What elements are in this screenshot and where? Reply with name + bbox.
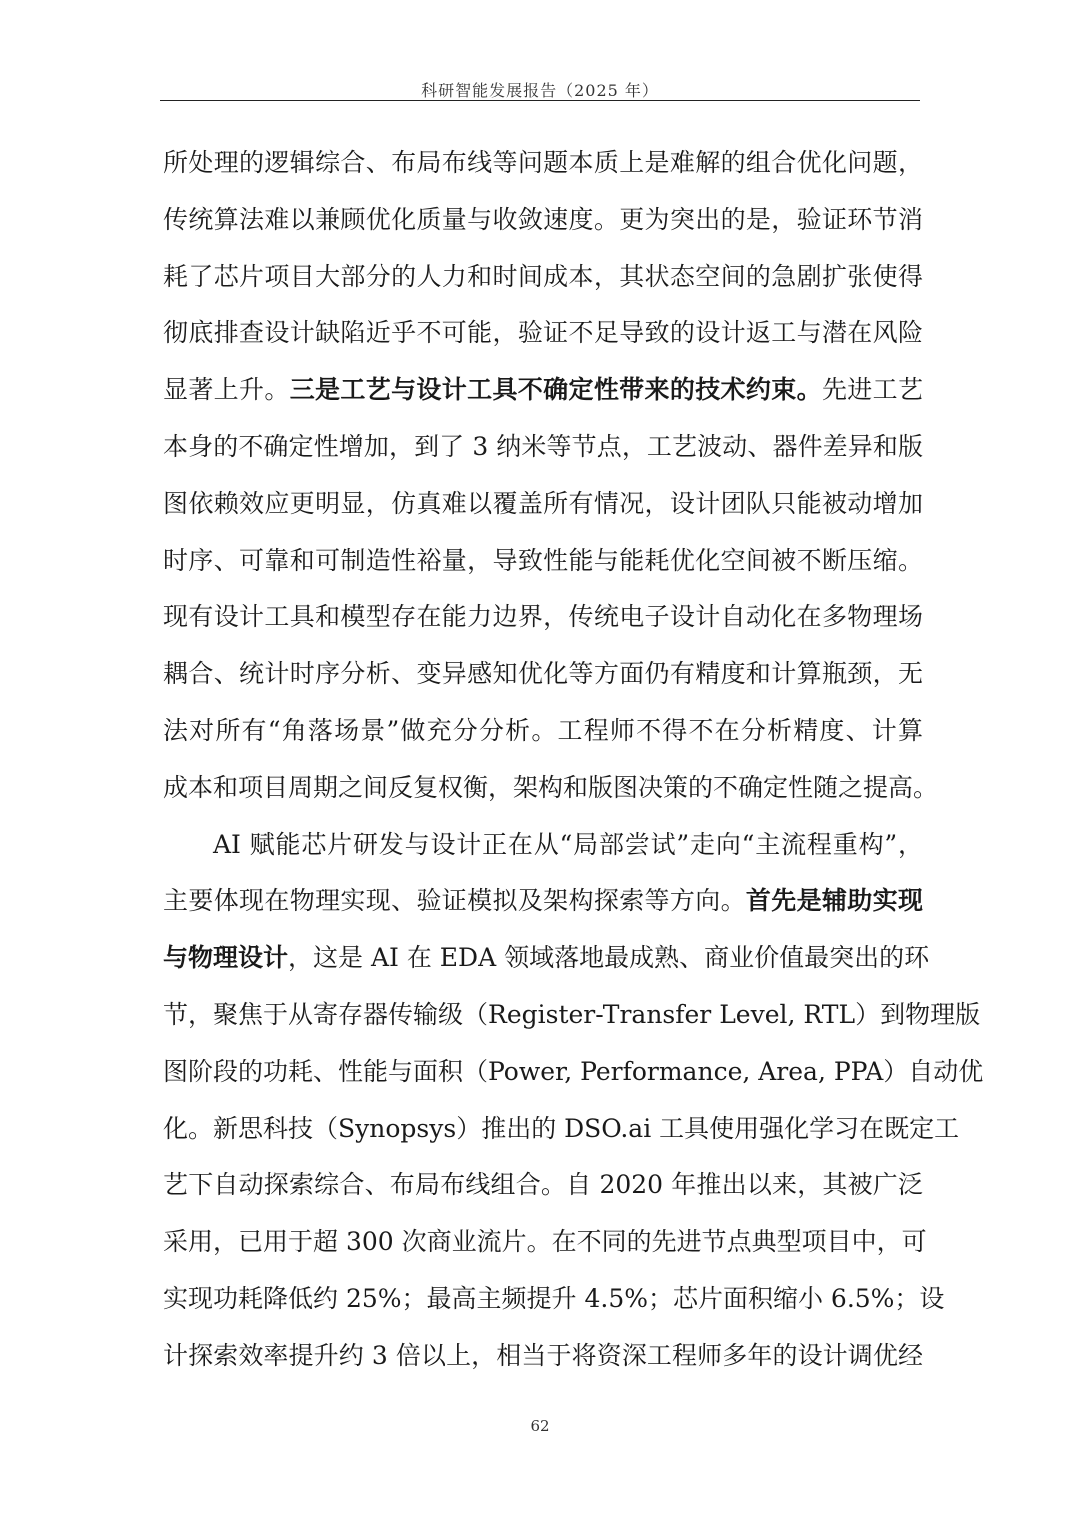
- header-rule: [160, 100, 920, 101]
- running-header: 科研智能发展报告（2025 年）: [421, 81, 659, 100]
- text-line: 采用，已用于超 300 次商业流片。在不同的先进节点典型项目中，可: [163, 1227, 927, 1257]
- text-run: 显著上升。: [163, 375, 290, 405]
- text-line: 时序、可靠和可制造性裕量，导致性能与能耗优化空间被不断压缩。: [163, 545, 923, 575]
- text-line: [163, 873, 923, 930]
- text-line: 艺下自动探索综合、布局布线组合。自 2020 年推出以来，其被广泛: [163, 1170, 923, 1200]
- page-number: 62: [530, 1417, 550, 1435]
- text-run: 主要体现在物理实现、验证模拟及架构探索等方向。: [163, 886, 746, 916]
- text-line: 成本和项目周期之间反复权衡，架构和版图决策的不确定性随之提高。: [163, 772, 939, 802]
- text-line: 计探索效率提升约 3 倍以上，相当于将资深工程师多年的设计调优经: [163, 1340, 923, 1370]
- body-text: [163, 135, 984, 1385]
- bold-heading-run: 首先是辅助实现: [745, 886, 923, 916]
- bold-heading-run: 与物理设计: [163, 943, 289, 973]
- text-line: AI 赋能芯片研发与设计正在从“局部尝试”走向“主流程重构”，: [213, 829, 923, 859]
- text-run: 先进工艺: [821, 375, 923, 405]
- text-line: 传统算法难以兼顾优化质量与收敛速度。更为突出的是，验证环节消: [163, 204, 923, 234]
- text-line: 耗了芯片项目大部分的人力和时间成本，其状态空间的急剧扩张使得: [163, 261, 923, 291]
- text-line: [163, 930, 930, 987]
- text-line: 所处理的逻辑综合、布局布线等问题本质上是难解的组合优化问题，: [163, 148, 923, 177]
- text-line: 化。新思科技（Synopsys）推出的 DSO.ai 工具使用强化学习在既定工: [163, 1113, 960, 1143]
- bold-heading-run: 三是工艺与设计工具不确定性带来的技术约束。: [289, 375, 822, 405]
- text-run: ，这是 AI 在 EDA 领域落地最成熟、商业价值最突出的环: [288, 943, 930, 973]
- text-line: 本身的不确定性增加，到了 3 纳米等节点，工艺波动、器件差异和版: [163, 431, 923, 461]
- text-line: 法对所有“角落场景”做充分分析。工程师不得不在分析精度、计算: [163, 715, 923, 745]
- text-line: 耦合、统计时序分析、变异感知优化等方面仍有精度和计算瓶颈，无: [163, 659, 923, 689]
- text-line: 现有设计工具和模型存在能力边界，传统电子设计自动化在多物理场: [163, 602, 923, 632]
- text-line: 图依赖效应更明显，仿真难以覆盖所有情况，设计团队只能被动增加: [163, 488, 923, 518]
- text-line: 彻底排查设计缺陷近乎不可能，验证不足导致的设计返工与潜在风险: [163, 318, 923, 348]
- text-line: 实现功耗降低约 25%；最高主频提升 4.5%；芯片面积缩小 6.5%；设: [163, 1283, 945, 1313]
- text-line: 图阶段的功耗、性能与面积（Power, Performance, Area, PPA）自动优: [163, 1056, 984, 1086]
- text-line: [163, 362, 923, 419]
- text-line: 节，聚焦于从寄存器传输级（Register-Transfer Level, RTL）到物理版: [163, 999, 981, 1029]
